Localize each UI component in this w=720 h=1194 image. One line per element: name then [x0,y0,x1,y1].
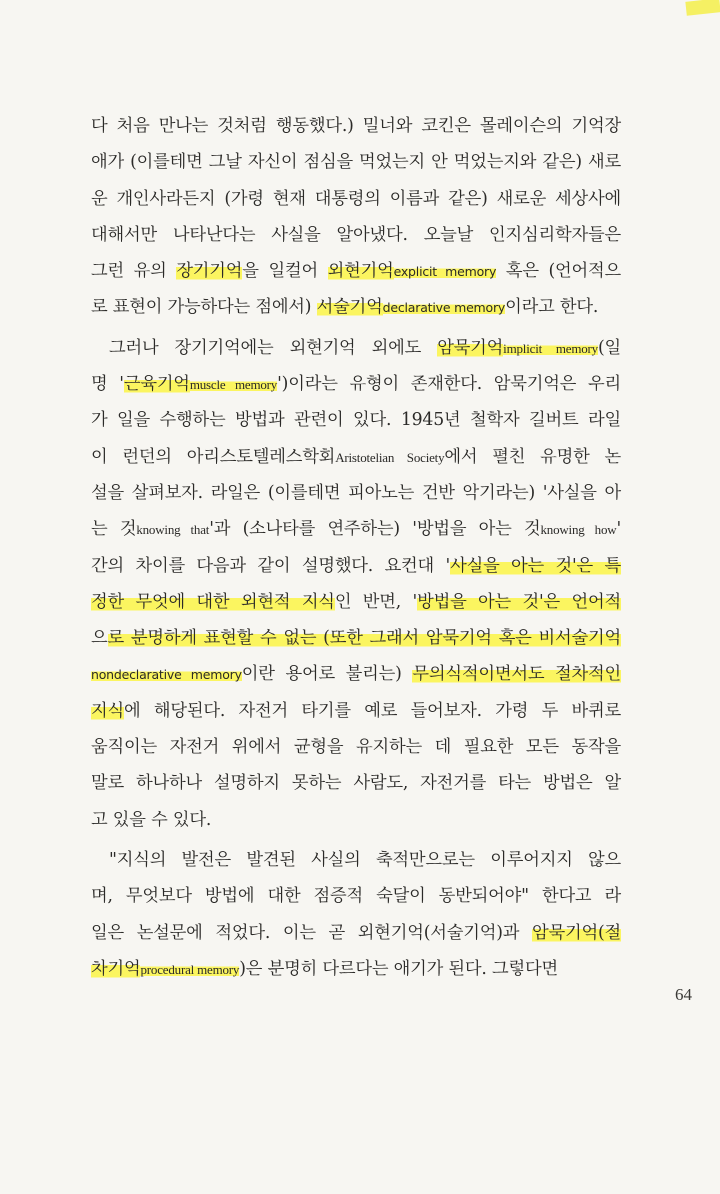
text-line [91,584,621,620]
text-segment: ')이라는 유형이 존재한다. 암묵기억은 우리 [277,374,622,395]
text-segment: 에 해당된다. 자전거 타기를 예로 들어보자. 가령 두 바퀴로 [124,700,621,721]
text-line [91,693,621,729]
text-line [91,620,621,656]
text-line [91,108,621,144]
text-segment: 그런 유의 [91,261,177,282]
text-segment: '과 (소나타를 연주하는) '방법을 아는 것 [209,519,541,540]
highlighted-text: 근육기억 [123,374,190,395]
text-line [91,439,621,475]
text-segment: 며, 무엇보다 방법에 대한 점증적 숙달이 동반되어야" 한다고 라 [91,886,621,907]
page-number: 64 [675,985,692,1004]
text-segment: 명 ' [91,374,124,395]
text-segment: 에서 펼친 유명한 논 [444,446,621,467]
text-line [91,330,621,366]
highlighted-text: 지식 [91,700,124,721]
highlighted-text: 방법을 아는 것'은 언어적 [417,591,621,612]
highlighted-text: 차기억 [91,958,141,979]
text-segment: 설을 살펴보자. 라일은 (이를테면 피아노는 건반 악기라는) '사실을 아 [91,482,621,503]
text-segment: 대해서만 나타난다는 사실을 알아냈다. 오늘날 인지심리학자들은 [91,224,621,245]
text-segment: 이 런던의 아리스토텔레스학회 [91,446,336,467]
text-segment: ' [616,519,622,540]
text-segment: 간의 차이를 다음과 같이 설명했다. 요컨대 ' [91,555,451,576]
highlighted-text: 암묵기억(절 [531,922,621,943]
text-segment: 고 있을 수 있다. [91,809,212,830]
text-line [91,656,621,692]
text-segment: 움직이는 자전거 위에서 균형을 유지하는 데 필요한 모든 동작을 [91,737,621,758]
text-line [91,217,621,253]
highlighted-text: 암묵기억 [437,337,504,358]
text-segment: 는 것 [91,519,137,540]
highlighted-text: nondeclarative memory [91,667,242,683]
english-term: Aristotelian Society [335,449,445,465]
text-line [91,402,621,438]
text-line [91,548,621,584]
text-line [91,951,621,987]
highlighter-mark [685,0,720,16]
highlighted-text: 사실을 아는 것'은 특 [450,555,621,576]
text-segment: 으 [91,628,108,649]
highlighted-text: 외현기억 [327,261,394,282]
text-line [91,289,621,325]
text-line [91,802,621,838]
text-segment: )은 분명히 다르다는 애기가 된다. 그렇다면 [239,958,558,979]
text-segment: 인 반면, ' [334,591,418,612]
text-line [91,878,621,914]
text-segment: 을 일컬어 [242,261,328,282]
highlighted-text: 무의식적이면서도 절차적인 [412,664,622,685]
highlighted-text: explicit memory [393,264,497,280]
text-segment: 가 일을 수행하는 방법과 관련이 있다. 1945년 철학자 길버트 라일 [91,410,621,431]
body-text [91,108,621,987]
highlighted-text: 로 분명하게 표현할 수 없는 (또한 그래서 암묵기억 혹은 비서술기억 [107,628,621,649]
text-line [91,144,621,180]
highlighted-text: implicit memory [503,340,598,356]
text-segment: 이란 용어로 불리는) [241,664,413,685]
english-term: knowing that [136,522,210,538]
english-term: knowing how [540,522,617,538]
text-segment: 혹은 (언어적으 [496,261,622,282]
text-segment: "지식의 발전은 발견된 사실의 축적만으로는 이루어지지 않으 [109,849,621,870]
text-line [91,729,621,765]
text-segment: 이라고 한다. [505,297,599,318]
text-line [91,253,621,289]
text-line [91,475,621,511]
text-segment: 그러나 장기기억에는 외현기억 외에도 [109,337,438,358]
text-segment: 다 처음 만나는 것처럼 행동했다.) 밀너와 코킨은 몰레이슨의 기억장 [91,116,621,136]
text-segment: (일 [597,337,622,358]
highlighted-text: muscle memory [189,377,278,393]
highlighted-text: declarative memory [382,300,506,316]
text-line [91,511,621,547]
text-line [91,366,621,402]
text-segment: 일은 논설문에 적었다. 이는 곧 외현기억(서술기억)과 [91,922,532,943]
text-line [91,181,621,217]
text-segment: 로 표현이 가능하다는 점에서) [91,297,317,318]
highlighted-text: 서술기억 [316,297,383,318]
highlighted-text: procedural memory [140,961,240,977]
text-line [91,842,621,878]
highlighted-text: 장기기억 [176,261,243,282]
text-segment: 말로 하나하나 설명하지 못하는 사람도, 자전거를 타는 방법은 알 [91,773,621,794]
text-segment: 운 개인사라든지 (가령 현재 대통령의 이름과 같은) 새로운 세상사에 [91,188,621,209]
text-line [91,765,621,801]
text-line [91,915,621,951]
text-segment: 애가 (이를테면 그날 자신이 점심을 먹었는지 안 먹었는지와 같은) 새로 [91,152,621,173]
highlighted-text: 정한 무엇에 대한 외현적 지식 [91,591,335,612]
